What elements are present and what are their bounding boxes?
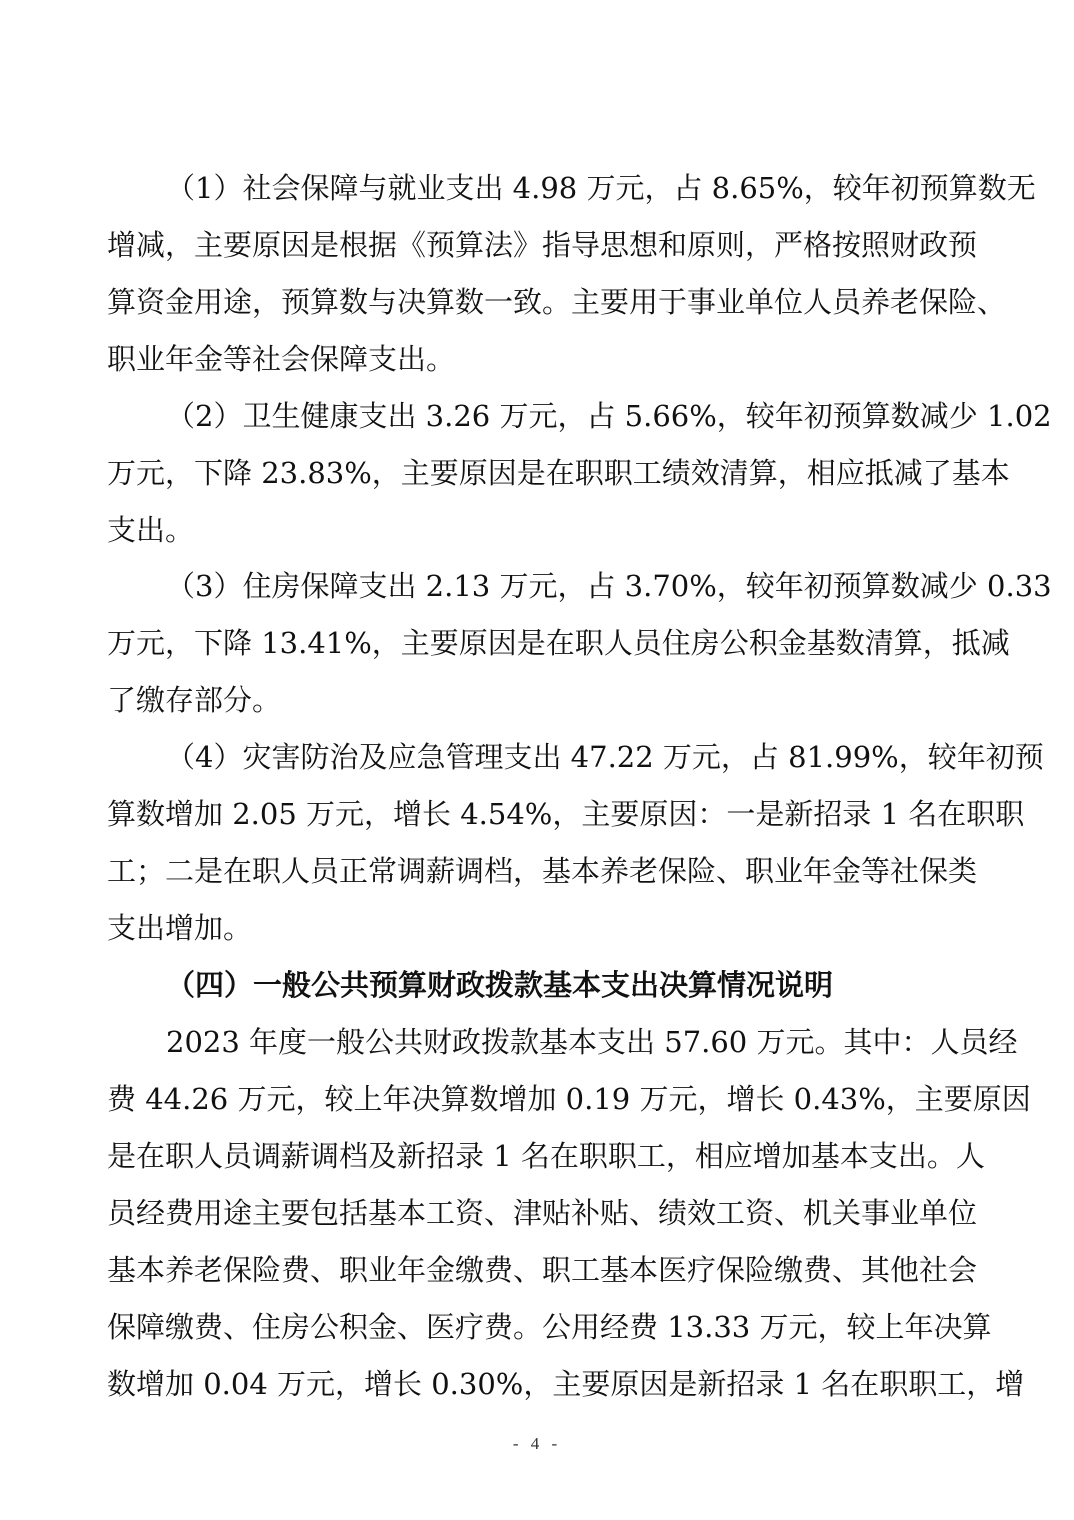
- p1-line-3: 算资金用途，预算数与决算数一致。主要用于事业单位人员养老保险、: [107, 285, 1007, 319]
- p4-line-2: 算数增加 2.05 万元，增长 4.54%，主要原因：一是新招录 1 名在职职: [107, 797, 1025, 831]
- p2-line-1: （2）卫生健康支出 3.26 万元，占 5.66%，较年初预算数减少 1.02: [166, 399, 1052, 433]
- p4-line-1: （4）灾害防治及应急管理支出 47.22 万元，占 81.99%，较年初预: [166, 740, 1044, 774]
- p2-line-2: 万元，下降 23.83%，主要原因是在职职工绩效清算，相应抵减了基本: [107, 456, 1010, 490]
- p4-line-4: 支出增加。: [107, 911, 253, 945]
- p5-line-5: 基本养老保险费、职业年金缴费、职工基本医疗保险缴费、其他社会: [107, 1253, 978, 1287]
- page-number: - 4 -: [512, 1434, 562, 1453]
- p3-line-1: （3）住房保障支出 2.13 万元，占 3.70%，较年初预算数减少 0.33: [166, 569, 1052, 603]
- p4-line-3: 工；二是在职人员正常调薪调档，基本养老保险、职业年金等社保类: [107, 854, 978, 888]
- p1-line-4: 职业年金等社会保障支出。: [107, 342, 456, 376]
- p3-line-2: 万元，下降 13.41%，主要原因是在职人员住房公积金基数清算，抵减: [107, 626, 1010, 660]
- p3-line-3: 了缴存部分。: [107, 683, 282, 717]
- p5-line-3: 是在职人员调薪调档及新招录 1 名在职职工，相应增加基本支出。人: [107, 1139, 985, 1173]
- p5-line-2: 费 44.26 万元，较上年决算数增加 0.19 万元，增长 0.43%，主要原因: [107, 1082, 1031, 1116]
- p5-line-4: 员经费用途主要包括基本工资、津贴补贴、绩效工资、机关事业单位: [107, 1196, 978, 1230]
- p2-line-3: 支出。: [107, 513, 195, 547]
- section-heading: （四）一般公共预算财政拨款基本支出决算情况说明: [166, 968, 834, 1002]
- p5-line-6: 保障缴费、住房公积金、医疗费。公用经费 13.33 万元，较上年决算: [107, 1310, 992, 1344]
- p5-line-1: 2023 年度一般公共财政拨款基本支出 57.60 万元。其中：人员经: [166, 1025, 1018, 1059]
- p1-line-2: 增减，主要原因是根据《预算法》指导思想和原则，严格按照财政预: [107, 228, 978, 262]
- p5-line-7: 数增加 0.04 万元，增长 0.30%，主要原因是新招录 1 名在职职工，增: [107, 1367, 1025, 1401]
- p1-line-1: （1）社会保障与就业支出 4.98 万元，占 8.65%，较年初预算数无: [166, 171, 1036, 205]
